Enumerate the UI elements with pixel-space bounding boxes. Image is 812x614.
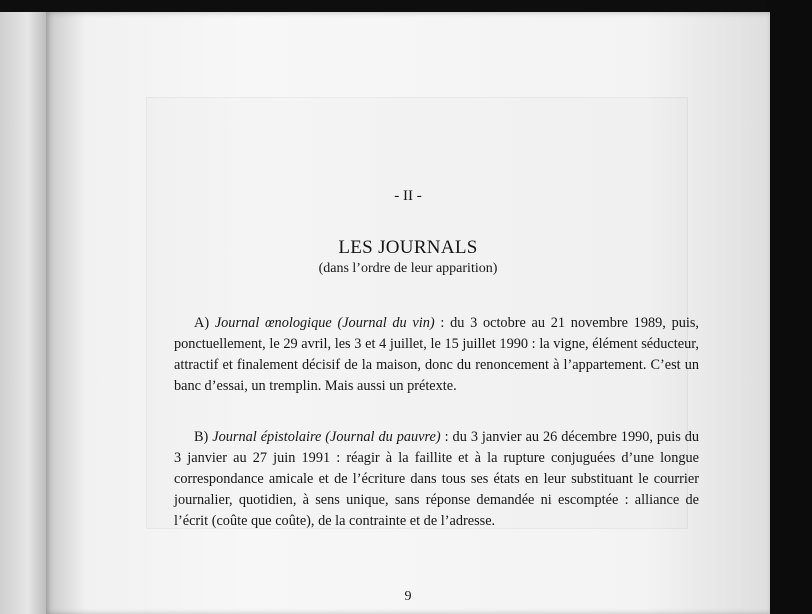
paragraph-journal-epistolaire	[174, 427, 699, 532]
page-number: 9	[404, 589, 412, 604]
paragraph-label: B)	[194, 429, 213, 445]
section-number: - II -	[394, 188, 422, 204]
chapter-subheading: (dans l’ordre de leur apparition)	[318, 261, 498, 276]
scan-right-border	[766, 0, 812, 614]
paragraph-body: : du 3 janvier au 26 décembre 1990, puis du 3 janvier au 27 juin 1991 : réagir à la faillite et à la rupture conjuguées d’une longue correspondance amicale et de l’écriture dans tous ses états en leur substituant le courrier journalier, quotidien, à sens unique, sans réponse demandée ni escomptée : alliance de l’écrit (coûte que coûte), de la contrainte et de l’adresse.	[174, 429, 700, 529]
previous-page-edge	[0, 12, 46, 614]
paragraph-body: : du 3 octobre au 21 novembre 1989, puis, ponctuellement, le 29 avril, les 3 et 4 juillet, le 15 juillet 1990 : la vigne, élément séducteur, attractif et finalement décisif de la maison, donc du renoncement à l’appartement. C’est un banc d’essai, un tremplin. Mais aussi un prétexte.	[174, 315, 699, 394]
scan-top-border	[0, 0, 812, 12]
book-page	[46, 12, 770, 614]
journal-title: Journal épistolaire (Journal du pauvre)	[212, 429, 441, 445]
paragraph-label: A)	[194, 315, 215, 331]
chapter-heading: LES JOURNALS	[338, 237, 478, 258]
journal-title: Journal œnologique (Journal du vin)	[214, 315, 435, 331]
paragraph-journal-oenologique	[174, 313, 699, 397]
